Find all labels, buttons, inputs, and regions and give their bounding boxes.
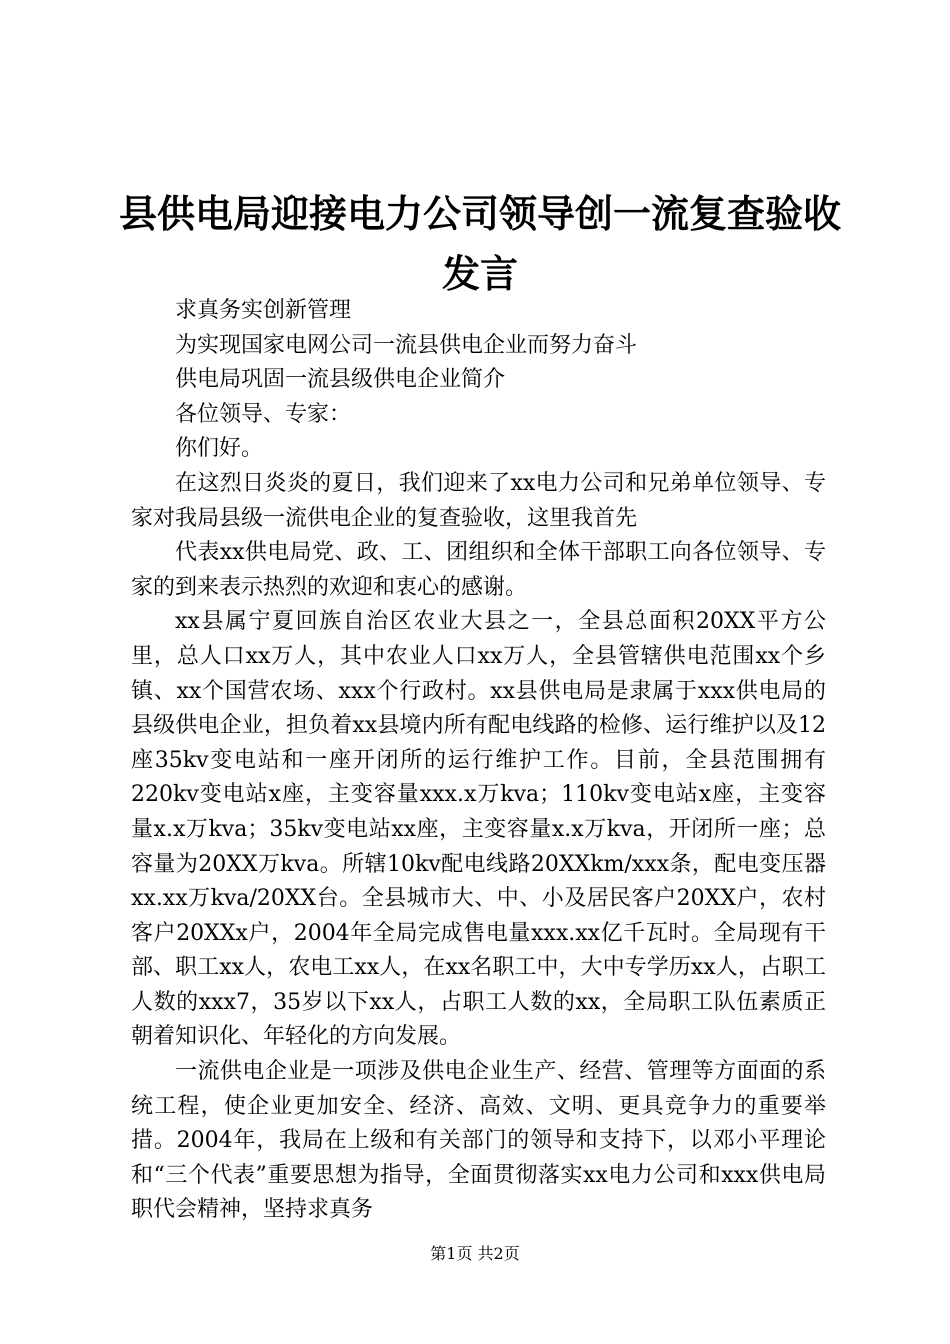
document-title: 县供电局迎接电力公司领导创一流复查验收发言	[118, 191, 841, 296]
paragraph: 求真务实创新管理	[175, 298, 352, 323]
paragraph: 在这烈日炎炎的夏日，我们迎来了xx电力公司和兄弟单位领导、专家对我局县级一流供电企业的复查验收，这里我首先	[131, 470, 826, 531]
document-body	[131, 294, 826, 1228]
paragraph: xx县属宁夏回族自治区农业大县之一，全县总面积20XX平方公里，总人口xx万人，其中农业人口xx万人，全县管辖供电范围xx个乡镇、xx个国营农场、xxx个行政村。xx县供电局是隶属于xxx供电局的县级供电企业，担负着xx县境内所有配电线路的检修、运行维护以及12座35kv变电站和一座开闭所的运行维护工作。目前，全县范围拥有220kv变电站x座，主变容量xxx.x万kva；110kv变电站x座，主变容量x.x万kva；35kv变电站xx座，主变容量x.x万kva，开闭所一座；总容量为20XX万kva。所辖10kv配电线路20XXkm/xxx条，配电变压器xx.xx万kva/20XX台。全县城市大、中、小及居民客户20XX户，农村客户20XXx户，2004年全局完成售电量xxx.xx亿千瓦时。全局现有干部、职工xx人，农电工xx人，在xx名职工中，大中专学历xx人，占职工人数的xxx7，35岁以下xx人，占职工人数的xx，全局职工队伍素质正朝着知识化、年轻化的方向发展。	[131, 609, 826, 1050]
page-footer: 第1页 共2页	[430, 1244, 520, 1263]
paragraph: 一流供电企业是一项涉及供电企业生产、经营、管理等方面面的系统工程，使企业更加安全、经济、高效、文明、更具竞争力的重要举措。2004年，我局在上级和有关部门的领导和支持下，以邓小平理论和“三个代表”重要思想为指导，全面贯彻落实xx电力公司和xxx供电局职代会精神，坚持求真务	[131, 1059, 826, 1223]
paragraph: 代表xx供电局党、政、工、团组织和全体干部职工向各位领导、专家的到来表示热烈的欢迎和衷心的感谢。	[131, 540, 826, 600]
paragraph: 供电局巩固一流县级供电企业简介	[175, 367, 506, 393]
paragraph: 你们好。	[175, 436, 264, 462]
paragraph: 各位领导、专家：	[175, 401, 352, 427]
paragraph: 为实现国家电网公司一流县供电企业而努力奋斗	[175, 332, 638, 358]
